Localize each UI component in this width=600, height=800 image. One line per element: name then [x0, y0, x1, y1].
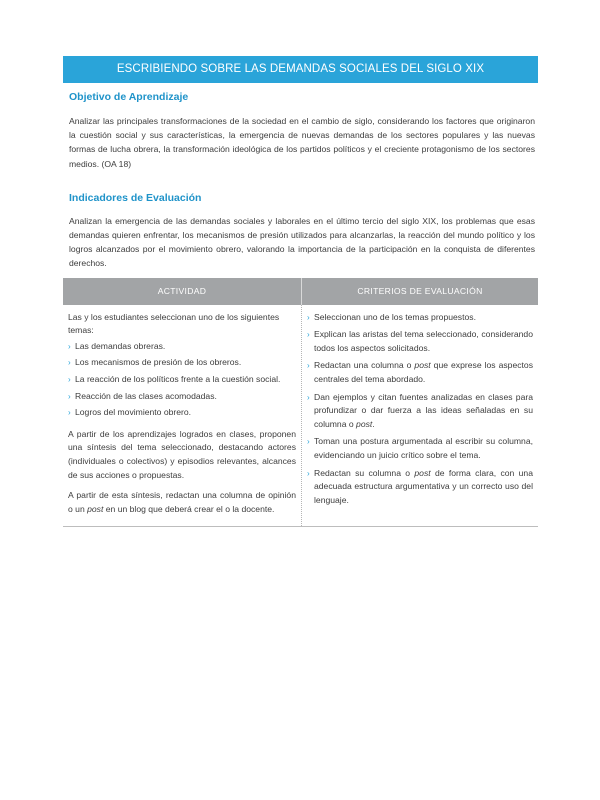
bullet-chevron-icon: ›	[68, 358, 71, 368]
list-item	[307, 391, 533, 432]
topic-label: Los mecanismos de presión de los obreros.	[75, 357, 242, 368]
criterion-emphasis: post	[414, 467, 431, 478]
activity-table	[63, 278, 538, 528]
bullet-chevron-icon: ›	[68, 375, 71, 384]
criterion-text: Toman una postura argumentada al escribir su columna, evidenciando un juicio crítico sobre el tema.	[314, 436, 533, 460]
table-row	[63, 305, 538, 527]
list-item	[68, 340, 296, 354]
list-item	[307, 435, 533, 462]
activity-paragraph-column	[68, 489, 296, 516]
list-item	[68, 406, 296, 420]
bullet-chevron-icon: ›	[307, 468, 310, 478]
activity-intro: Las y los estudiantes seleccionan uno de los siguientes temas:	[68, 311, 280, 336]
list-item	[68, 390, 296, 404]
criterion-text: Dan ejemplos y citan fuentes analizadas en clases para profundizar o dar fuerza a las ideas señaladas en su columna o	[314, 391, 533, 429]
header-criteria: CRITERIOS DE EVALUACIÓN	[302, 278, 539, 305]
page	[63, 56, 538, 527]
criterion-text: Explican las aristas del tema seleccionado, considerando todos los aspectos solicitados.	[314, 329, 533, 353]
topic-label: Las demandas obreras.	[75, 340, 166, 351]
criterion-text: .	[372, 418, 375, 429]
indicators-text: Analizan la emergencia de las demandas sociales y laborales en el último tercio del siglo XIX, los problemas que esas demandas quieren enfrentar, los mecanismos de presión utilizados para alcanzarlas, la reacción del mundo político y los logros alcanzados por el movimiento obrero, valorando la importancia de la participación en la conquista de diferentes derechos.	[69, 215, 535, 269]
bullet-chevron-icon: ›	[68, 391, 71, 401]
list-item	[307, 311, 533, 325]
list-item	[68, 356, 296, 370]
criterion-text: de forma clara, con una adecuada estructura argumentativa y un correcto uso del lenguaje.	[314, 467, 533, 505]
activity-paragraph-synthesis: A partir de los aprendizajes logrados en clases, proponen una síntesis del tema seleccionado, destacando actores (individuales o colectivos) y episodios relevantes, alcances de sus acciones o propuestas.	[68, 428, 296, 480]
list-item	[307, 328, 533, 355]
activity-text-part: en un blog que deberá crear el o la docente.	[103, 503, 275, 514]
list-item	[307, 467, 533, 508]
bullet-chevron-icon: ›	[307, 312, 310, 322]
page-title: ESCRIBIENDO SOBRE LAS DEMANDAS SOCIALES DEL SIGLO XIX	[116, 63, 485, 75]
criterion-emphasis: post	[356, 418, 373, 429]
topic-label: La reacción de los políticos frente a la cuestión social.	[75, 374, 281, 384]
criterion-emphasis: post	[414, 360, 431, 371]
list-item	[68, 373, 296, 387]
topic-label: Reacción de las clases acomodadas.	[75, 390, 217, 401]
criterion-text: que exprese los aspectos centrales del tema abordado.	[314, 360, 533, 384]
topic-label: Logros del movimiento obrero.	[75, 407, 192, 418]
page-title-banner	[63, 56, 538, 83]
activity-cell	[63, 305, 302, 527]
criteria-cell	[302, 305, 539, 527]
bullet-chevron-icon: ›	[68, 408, 71, 418]
activity-text-part: A partir de esta síntesis, redactan una columna de opinión o un	[68, 490, 296, 514]
indicators-heading: Indicadores de Evaluación	[69, 191, 202, 204]
activity-text-emphasis: post	[87, 503, 104, 514]
header-activity: ACTIVIDAD	[63, 278, 302, 305]
bullet-chevron-icon: ›	[307, 437, 310, 447]
bullet-chevron-icon: ›	[307, 330, 310, 340]
objective-heading: Objetivo de Aprendizaje	[69, 91, 189, 103]
bullet-chevron-icon: ›	[307, 361, 310, 371]
table-header-row	[63, 278, 538, 305]
criterion-text: Redactan una columna o	[314, 360, 415, 371]
bullet-chevron-icon: ›	[307, 392, 310, 402]
criterion-text: Redactan su columna o	[314, 467, 415, 478]
bullet-chevron-icon: ›	[68, 341, 71, 351]
criterion-text: Seleccionan uno de los temas propuestos.	[314, 311, 476, 322]
objective-text: Analizar las principales transformaciones de la sociedad en el cambio de siglo, considerando los factores que originaron la cuestión social y sus características, la emergencia de nuevas demandas de los sectores populares y las nuevas formas de lucha obrera, la transformación ideológica de los partidos políticos y el creciente protagonismo de los sectores medios. (OA 18)	[69, 116, 535, 169]
list-item	[307, 359, 533, 386]
